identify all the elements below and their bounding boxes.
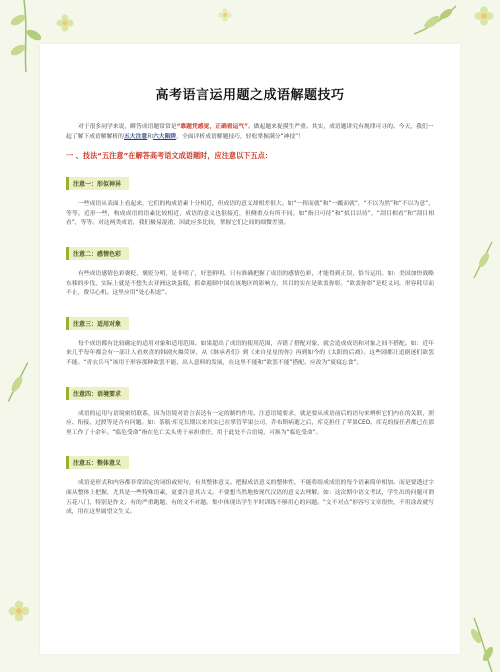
intro-highlight: “靠题凭感觉，正确看运气” bbox=[176, 124, 248, 130]
note-label: 注意二：感情色彩 bbox=[66, 247, 129, 260]
note-label: 注意三：适用对象 bbox=[66, 317, 129, 330]
note-paragraph: 成语是形式和内容都非常固定的词组或短句，有其整体意义。把握成语意义的整体性，不能将组成成语的每个语素简单相加。而是要透过字面从整体上把握，尤其是一些特殊语素，更要注意其古义。不要想当然地按现代汉语的意义去理解。如：这次期中语文考试，学生出的问题可谓五花八门，特别是作文，有的严重跑题，有的文不对题。集中体现出学生平时训练不够用心的问题。“文不对点”形容写文章很快，不用涂改就写成，用在这里属望文生义。 bbox=[66, 480, 434, 516]
intro-link-five-notes: 五大注意 bbox=[123, 133, 148, 140]
note-block-5 bbox=[66, 450, 434, 517]
note-label: 注意四：语境要求 bbox=[66, 387, 129, 400]
flower-icon bbox=[218, 8, 232, 22]
note-block-4 bbox=[66, 381, 434, 439]
note-label: 注意五：整体意义 bbox=[66, 456, 129, 469]
leaf-icon bbox=[4, 360, 32, 404]
flower-icon bbox=[474, 6, 494, 26]
note-block-1 bbox=[66, 171, 434, 229]
intro-link-six-traps: 六大陷阱 bbox=[153, 133, 177, 140]
intro-text: ，全面评析成语解题技巧，轻松掌握满分“神技”！ bbox=[176, 133, 304, 140]
note-paragraph: 有些成语感情色彩褒贬，褒贬分明，是非明了，好恶鲜明。只有准确把握了成语的感情色彩，才能得到正误，恰当运用。如：美国加快战略东移的步伐，实际上就是不想失去亚洲这块蛋糕，抓命遏制中国在该地区的影响力，其目的实在是欲盖弥彰。“欲盖弥彰”是贬义词，形容耗尽而不止，费尽心机。这里应用“处心积虑”。 bbox=[66, 270, 434, 297]
leaf-icon bbox=[410, 4, 460, 40]
leaf-icon bbox=[470, 240, 496, 280]
note-block-3 bbox=[66, 311, 434, 369]
intro-text: 对于很多同学来说，瞬答成语题常常是 bbox=[78, 124, 177, 130]
note-paragraph: 每个成语都有比较确定的适用对象和适用范围。如果超出了成语的使用范围，弄错了搭配对象，就会造成成语和对象之间不搭配。如：近年来几乎每年都会有一部让人看欢喜的韩剧火爆荧屏，从《继承者们》到《来自星星的你》再到如今的《太阳的后裔》。这些剧都让追剧迷们欲罢不能。“青衣兵马”该用于形容那种欲罢不能、出人意料的发展，在这里不能和“欲罢不能”搭配。应改为“废寝忘食”。 bbox=[66, 340, 434, 366]
note-paragraph: 成语的运用与语境密切联系，因为语境对语言表达有一定的制约作用。注意语境要求，就是要从成语前后的语句来辨析它们内在的关联，照应、衔接、过渡等是否有问题。如：茶瓶·库克长期以来其实已在掌管苹果公司，乔布斯病逝之后，库克担任了苹果CEO。库克的接任者都已在那里工作了十余年。“临危受命”指在危亡关头勇于承担重任，用于此处不合语境，可换为“临危受命”。 bbox=[66, 410, 434, 436]
note-paragraph: 一些成语从表面上看起来，它们的构成语素十分相近，但成语的意义却相差很大。如“一挥而就”和“一蹴而就”，“不以为然”和“不以为意”，等等。近形一些，构成成语的语素比较相近，成语的意义也很接近，但侧重点有所不同。如“指日可待”和“拭目以待”，“刮目相看”和“刮目相看”，等等。对这两类成语，我们极易混淆，因此应多比较，掌握它们之间的细微差别。 bbox=[66, 201, 434, 227]
flower-icon bbox=[56, 14, 74, 32]
intro-text: 和 bbox=[147, 133, 153, 140]
intro-text: 。做起题来捉摸生严重。其实，成语题讲究有规律可寻的。今天，我们一起了解下成语解解析的 bbox=[66, 124, 434, 140]
document-page bbox=[40, 44, 460, 654]
intro-paragraph bbox=[66, 123, 434, 142]
document-title: 高考语言运用题之成语解题技巧 bbox=[155, 88, 345, 103]
section-heading: 一 、技法“五注意”在解答高考语文成语题时，应注意以下五点： bbox=[66, 151, 273, 161]
flower-icon bbox=[8, 600, 30, 622]
note-block-2 bbox=[66, 241, 434, 299]
note-label: 注意一：形似神异 bbox=[66, 177, 129, 190]
